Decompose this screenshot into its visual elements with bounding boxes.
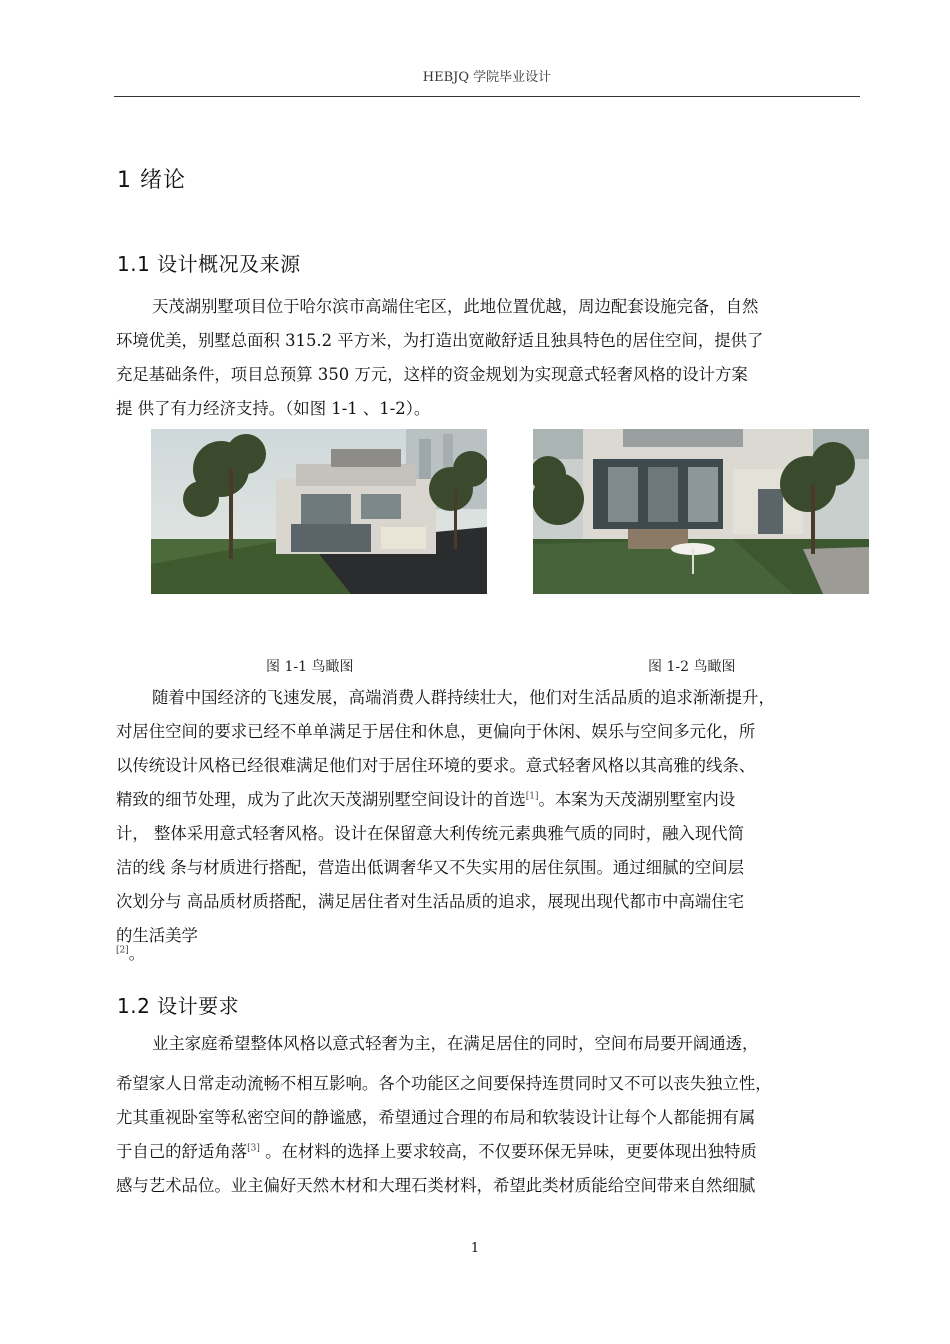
citation-marker: [3] [247, 1143, 260, 1154]
figure-caption-1-2: 图 1-2 鸟瞰图 [648, 659, 736, 675]
text-line: 希望家人日常走动流畅不相互影响。各个功能区之间要保持连贯同时又不可以丧失独立性， [116, 1074, 772, 1093]
text-line [116, 783, 862, 817]
chapter-title: 1 绪论 [117, 168, 186, 193]
text-line: 充足基础条件，项目总预算 350 万元，这样的资金规划为实现意式轻奢风格的设计方案 [116, 365, 748, 384]
text-line: 随着中国经济的飞速发展，高端消费人群持续壮大，他们对生活品质的追求渐渐提升， [152, 688, 775, 707]
citation-marker: [2] [116, 945, 129, 956]
text-line: 的生活美学 [116, 926, 198, 945]
citation-line [116, 941, 145, 964]
text-line: 感与艺术品位。业主偏好天然木材和大理石类材料，希望此类材质能给空间带来自然细腻 [116, 1176, 756, 1195]
paragraph-background [116, 681, 862, 953]
text-line: 洁的线 条与材质进行搭配，营造出低调奢华又不失实用的居住氛围。通过细腻的空间层 [116, 858, 745, 877]
villa-garden-image [533, 429, 869, 594]
text-segment: 精致的细节处理，成为了此次天茂湖别墅空间设计的首选 [116, 790, 526, 809]
section-title-1-1: 1.1 设计概况及来源 [117, 252, 301, 276]
text-segment: 。 [128, 944, 145, 963]
text-segment: 。在材料的选择上要求较高，不仅要环保无异味，更要体现出独特质 [259, 1142, 757, 1161]
text-line: 提 供了有力经济支持。（如图 1-1 、1-2）。 [116, 399, 431, 418]
text-line: 次划分与 高品质材质搭配，满足居住者对生活品质的追求，展现出现代都市中高端住宅 [116, 892, 745, 911]
paragraph-overview [116, 290, 862, 426]
text-line: 尤其重视卧室等私密空间的静谧感，希望通过合理的布局和软装设计让每个人都能拥有属 [116, 1108, 756, 1127]
page-number: 1 [470, 1241, 480, 1256]
text-line: 环境优美，别墅总面积 315.2 平方米，为打造出宽敞舒适且独具特色的居住空间，提供了 [116, 331, 764, 350]
paragraph-requirements [116, 1027, 862, 1203]
text-segment: 于自己的舒适角落 [116, 1142, 248, 1161]
text-line [116, 1135, 862, 1169]
text-line: 以传统设计风格已经很难满足他们对于居住环境的要求。意式轻奢风格以其高雅的线条、 [116, 756, 756, 775]
section-title-1-2: 1.2 设计要求 [117, 994, 240, 1018]
figure-caption-1-1: 图 1-1 鸟瞰图 [266, 659, 354, 675]
text-line: 对居住空间的要求已经不单单满足于居住和休息，更偏向于休闲、娱乐与空间多元化，所 [116, 722, 756, 741]
citation-marker: [1] [525, 791, 539, 802]
text-segment: 。本案为天茂湖别墅室内设 [538, 790, 736, 809]
text-line: 天茂湖别墅项目位于哈尔滨市高端住宅区，此地位置优越，周边配套设施完备，自然 [152, 297, 759, 316]
villa-exterior-image [151, 429, 487, 594]
header-divider [114, 96, 860, 97]
text-line: 计， 整体采用意式轻奢风格。设计在保留意大利传统元素典雅气质的同时，融入现代简 [116, 824, 745, 843]
header-title: HEBJQ 学院毕业设计 [422, 70, 552, 85]
text-line: 业主家庭希望整体风格以意式轻奢为主，在满足居住的同时，空间布局要开阔通透， [152, 1034, 759, 1053]
